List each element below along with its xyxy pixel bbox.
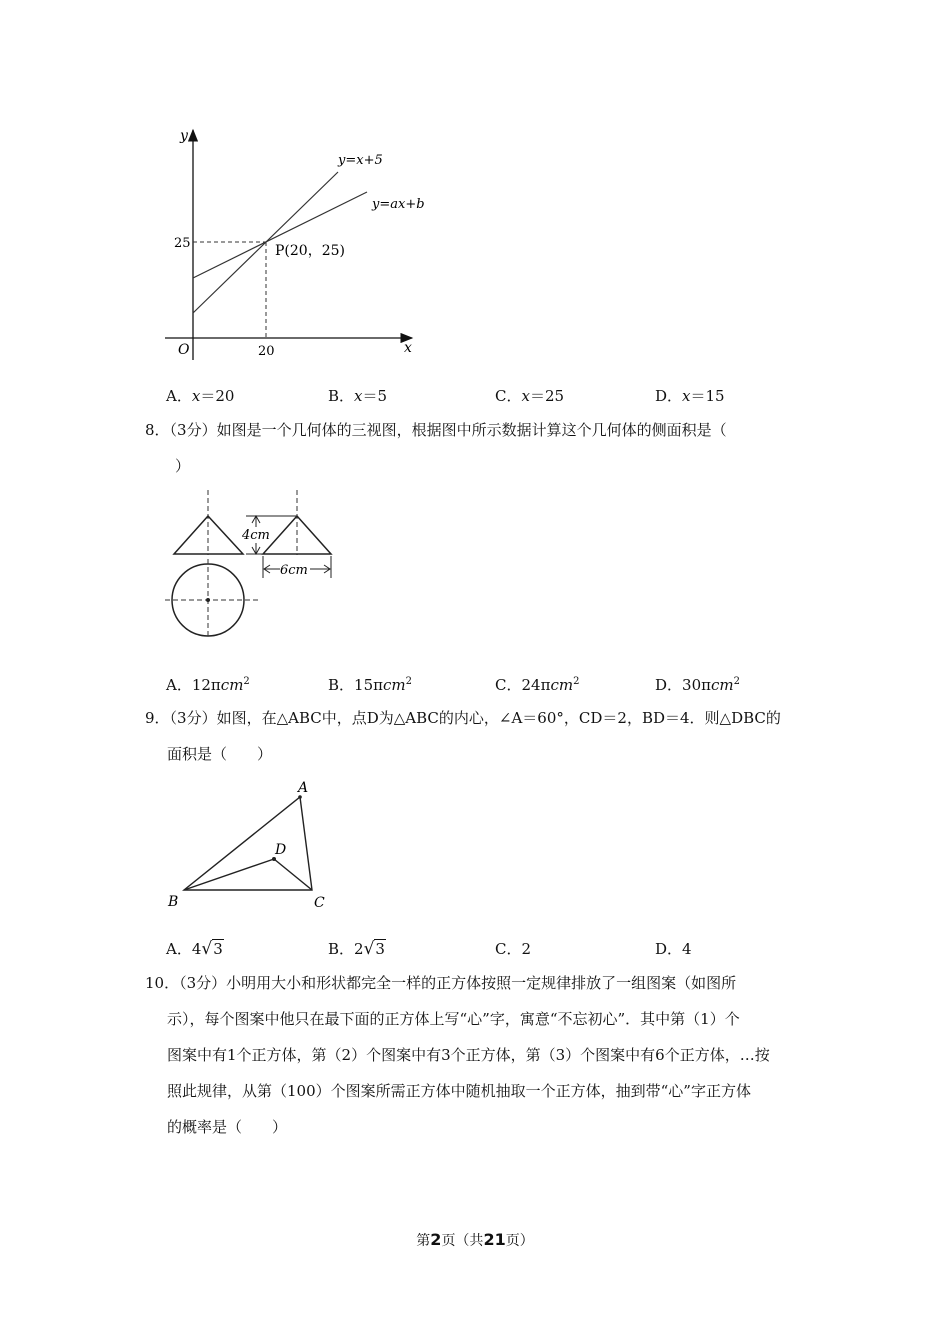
q9-option-d[interactable]: D．4 [655,940,692,958]
q7-tick-x: 20 [258,344,275,359]
q9-label-a: A [298,780,309,796]
q8-option-b[interactable]: B．15πcm$^2$ [328,676,412,694]
q8-option-c[interactable]: C．24πcm$^2$ [495,676,580,694]
q10-line-5: 的概率是（ ） [167,1118,288,1136]
q9-triangle-figure [160,775,340,915]
question-10 [145,965,810,1145]
q7-origin-label: O [178,342,190,358]
q9-label-d: D [275,842,287,858]
q9-text-line2: 面积是（ ） [167,745,273,763]
footer-page-number: 2 [430,1230,442,1249]
question-8 [145,412,810,484]
q9-option-c[interactable]: C．2 [495,940,532,958]
q8-option-d[interactable]: D．30πcm$^2$ [655,676,740,694]
page-footer: 第2页（共21页） [416,1230,534,1249]
q7-x-label: x [404,340,412,356]
q7-line-ax-plus-b [193,192,367,278]
sqrt-icon: √ [363,939,375,959]
q10-line-1: 10．（3分）小明用大小和形状都完全一样的正方体按照一定规律排放了一组图案（如图所 [145,974,737,992]
question-9 [145,700,810,772]
q9-option-a[interactable]: A．4√3 [166,939,223,959]
q8-width-label: 6cm [280,563,308,578]
q8-option-a[interactable]: A．12πcm$^2$ [166,676,250,694]
q10-line-4: 照此规律，从第（100）个图案所需正方体中随机抽取一个正方体，抽到带“心”字正方体 [167,1082,751,1100]
sqrt-icon: √ [201,939,213,959]
q9-text-line1: 9．（3分）如图，在△ABC中，点D为△ABC的内心，∠A＝60°，CD＝2，BD＝4．则△DBC的 [145,709,781,727]
q10-line-2: 示），每个图案中他只在最下面的正方体上写“心”字，寓意“不忘初心”．其中第（1）个 [167,1010,740,1028]
footer-total-pages: 21 [483,1230,506,1249]
q7-line2-label: y=ax+b [372,197,425,212]
q7-point-label: P(20，25) [275,243,345,259]
q7-graph [160,120,430,365]
q7-option-b[interactable]: B．x＝5 [328,387,388,405]
q7-y-label: y [180,128,188,144]
q8-three-view-figure [160,485,345,640]
q7-option-c[interactable]: C．x＝25 [495,387,565,405]
q8-text-line2: ） [175,457,191,475]
q7-option-d[interactable]: D．x＝15 [655,387,725,405]
q7-option-a[interactable]: A．x＝20 [166,387,235,405]
q10-line-3: 图案中有1个正方体，第（2）个图案中有3个正方体，第（3）个图案中有6个正方体，…按 [167,1046,770,1064]
q7-line1-label: y=x+5 [338,153,383,168]
q8-height-label: 4cm [242,528,270,543]
q9-segment-bd [184,859,274,890]
q8-text-line1: 8．（3分）如图是一个几何体的三视图，根据图中所示数据计算这个几何体的侧面积是（ [145,421,727,439]
q7-tick-y: 25 [174,236,191,251]
q9-segment-cd [274,859,312,890]
q9-label-b: B [168,894,179,910]
q9-option-b[interactable]: B．2√3 [328,939,385,959]
q9-label-c: C [314,895,325,911]
q9-triangle-abc [184,797,312,890]
